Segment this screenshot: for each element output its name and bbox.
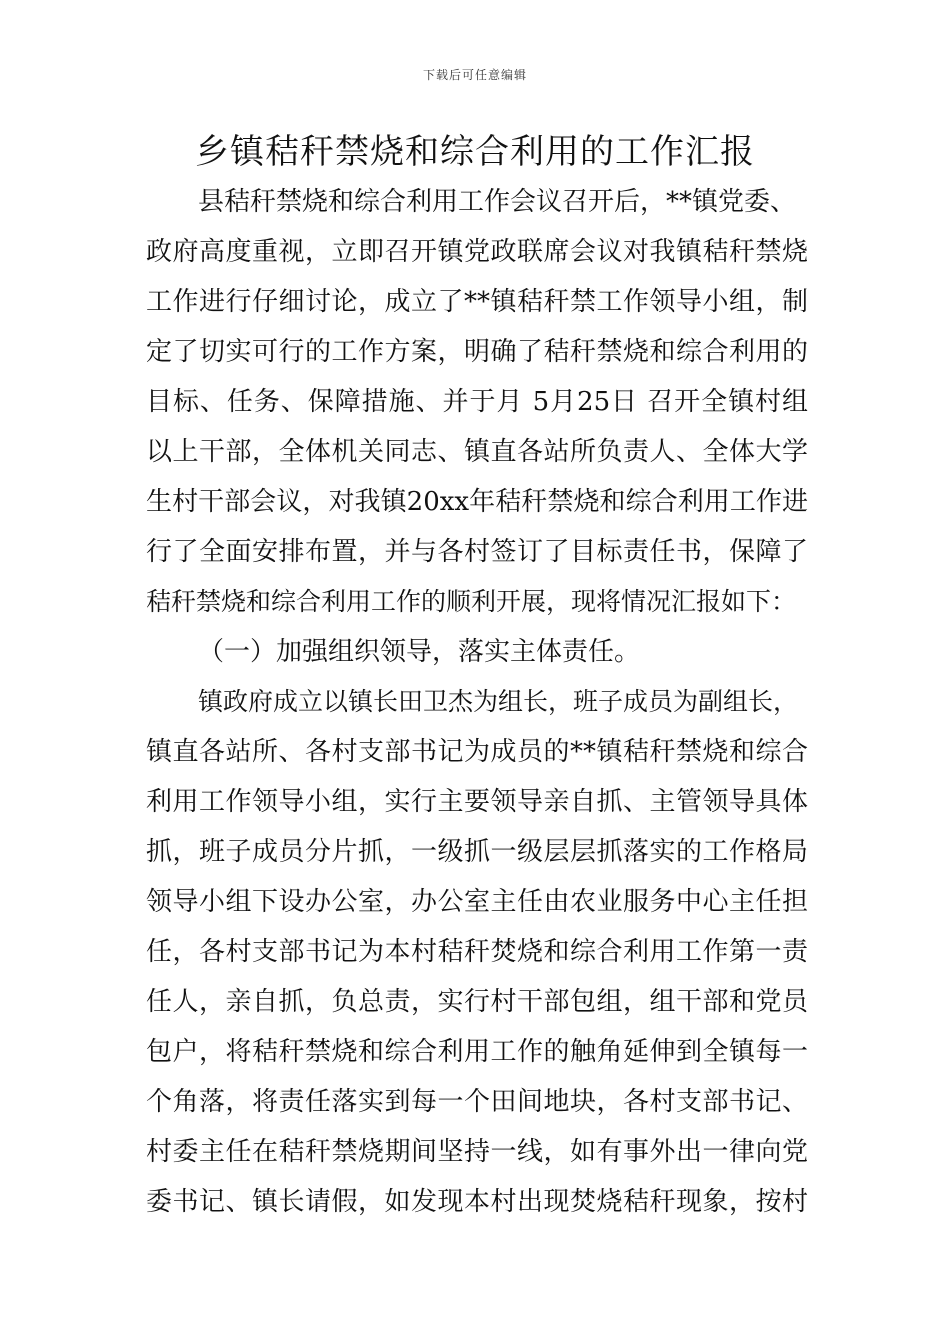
- paragraph-line: 目标、任务、保障措施、并于月 5月25日 召开全镇村组: [146, 387, 808, 417]
- paragraph-line: 镇政府成立以镇长田卫杰为组长，班子成员为副组长，: [198, 687, 799, 716]
- paragraph-line: 以上干部，全体机关同志、镇直各站所负责人、全体大学: [146, 437, 808, 467]
- document-body: [146, 177, 808, 1227]
- paragraph-line: 领导小组下设办公室，办公室主任由农业服务中心主任担: [146, 887, 808, 917]
- header-note: 下载后可任意编辑: [422, 68, 527, 82]
- paragraph-line: 个角落，将责任落实到每一个田间地块，各村支部书记、: [146, 1087, 808, 1117]
- paragraph-line: 村委主任在秸秆禁烧期间坚持一线，如有事外出一律向党: [146, 1137, 808, 1167]
- paragraph-line: 任，各村支部书记为本村秸秆焚烧和综合利用工作第一责: [146, 937, 808, 967]
- paragraph-line: 镇直各站所、各村支部书记为成员的**镇秸秆禁烧和综合: [146, 737, 808, 767]
- paragraph-line: 包户，将秸秆禁烧和综合利用工作的触角延伸到全镇每一: [146, 1037, 808, 1067]
- paragraph-line: 秸秆禁烧和综合利用工作的顺利开展，现将情况汇报如下：: [146, 587, 797, 616]
- paragraph-line: 政府高度重视，立即召开镇党政联席会议对我镇秸秆禁烧: [146, 237, 808, 267]
- section-heading: （一）加强组织领导，落实主体责任。: [198, 637, 641, 667]
- paragraph-line: 行了全面安排布置，并与各村签订了目标责任书，保障了: [146, 537, 808, 567]
- paragraph-line: 抓，班子成员分片抓，一级抓一级层层抓落实的工作格局: [146, 837, 808, 867]
- paragraph-line: 县秸秆禁烧和综合利用工作会议召开后，**镇党委、: [198, 187, 797, 217]
- paragraph-line: 任人，亲自抓，负总责，实行村干部包组，组干部和党员: [146, 987, 808, 1017]
- paragraph-line: 定了切实可行的工作方案，明确了秸秆禁烧和综合利用的: [146, 337, 808, 367]
- paragraph-line: 工作进行仔细讨论，成立了**镇秸秆禁工作领导小组，制: [146, 287, 808, 317]
- document-title: 乡镇秸秆禁烧和综合利用的工作汇报: [195, 132, 755, 172]
- paragraph-line: 生村干部会议，对我镇20xx年秸秆禁烧和综合利用工作进: [146, 487, 808, 517]
- paragraph-line: 利用工作领导小组，实行主要领导亲自抓、主管领导具体: [146, 787, 808, 817]
- paragraph-line: 委书记、镇长请假，如发现本村出现焚烧秸秆现象，按村: [146, 1187, 808, 1217]
